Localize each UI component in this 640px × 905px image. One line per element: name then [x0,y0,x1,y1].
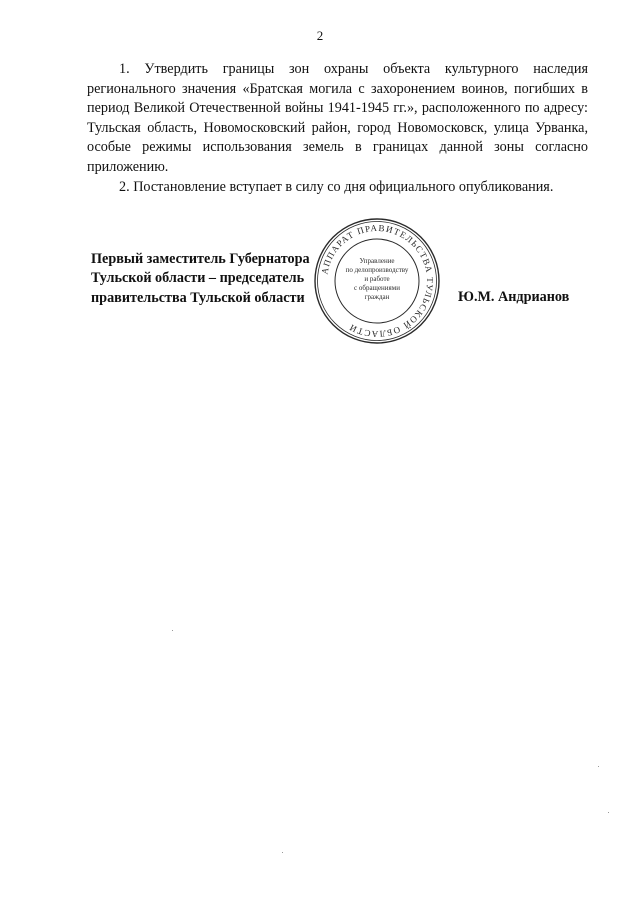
document-body [87,60,588,197]
stamp-center-line: и работе [364,275,390,283]
paragraph-1: 1. Утвердить границы зон охраны объекта культурного наследия регионального значения «Братская могила с захоронением воинов, погибших в период Великой Отечественной войны 1941-1945 гг.», расположенного по адресу: Тульская область, Новомосковский район, город Новомосковск, улица Урванка, особые режимы использования земель в границах данной зоны согласно приложению. [87,61,588,175]
signatory-title-line: Тульской области – председатель [91,270,305,287]
signatory-title [91,250,310,308]
stamp-center-line: граждан [364,293,390,301]
scan-speck [608,812,609,813]
stamp-center-line: с обращениями [354,284,400,292]
stamp-center-line: Управление [359,257,395,265]
page-number: 2 [316,28,324,43]
scan-speck [282,852,283,853]
signatory-title-line: Первый заместитель Губернатора [91,251,310,267]
scan-speck [598,766,599,767]
official-stamp [312,216,442,346]
scan-speck [172,630,173,631]
signatory-title-line: правительства Тульской области [91,289,305,306]
stamp-center-line: по делопроизводству [345,266,409,274]
stamp-ring-text: АППАРАТ ПРАВИТЕЛЬСТВА ТУЛЬСКОЙ ОБЛАСТИ [319,222,436,340]
signatory-name: Ю.М. Андрианов [458,289,570,305]
paragraph-2: 2. Постановление вступает в силу со дня официального опубликования. [119,178,554,195]
